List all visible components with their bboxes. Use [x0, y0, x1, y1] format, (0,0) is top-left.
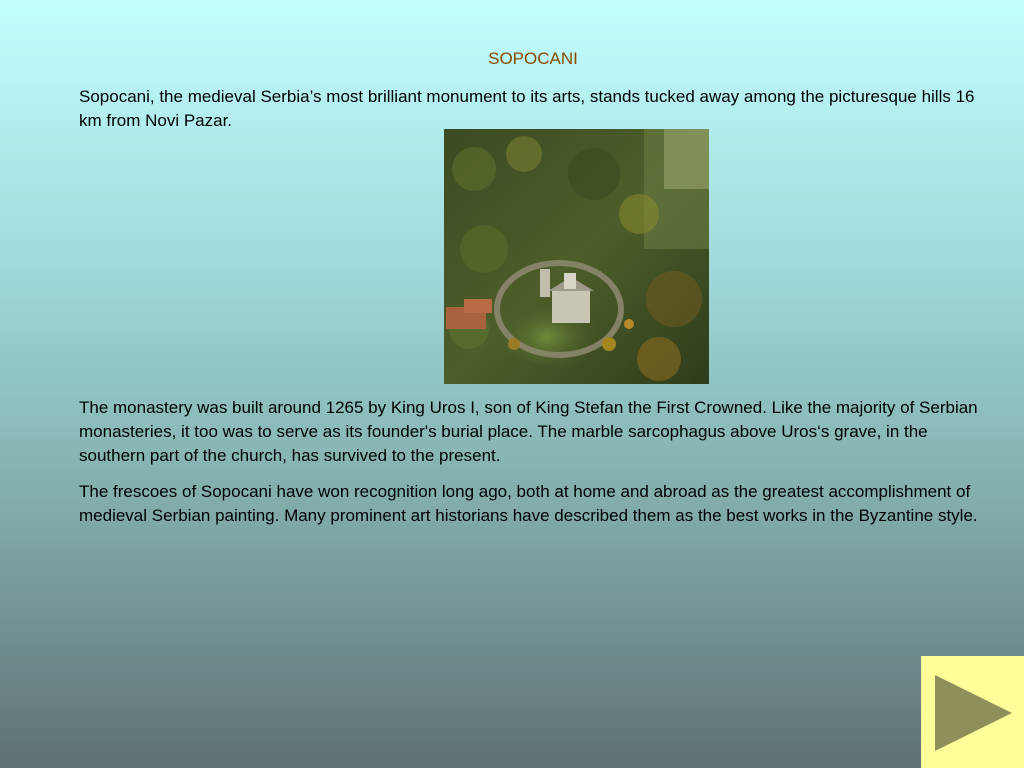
paragraph-intro: Sopocani, the medieval Serbia’s most brilliant monument to its arts, stands tucked away among the picturesque hills 16 km from Novi Pazar. — [79, 87, 975, 130]
aerial-photo-image — [444, 129, 709, 384]
play-arrow-icon — [921, 656, 1024, 768]
paragraph-history: The monastery was built around 1265 by King Uros I, son of King Stefan the First Crowned. Like the majority of Serbian monasteries, it too was to serve as its founder's burial place. The marble sarcophagus above Uros‘s grave, in the southern part of the church, has survived to the present. — [79, 398, 978, 465]
next-slide-button[interactable] — [921, 656, 1024, 768]
paragraph-frescoes: The frescoes of Sopocani have won recognition long ago, both at home and abroad as the greatest accomplishment of medieval Serbian painting. Many prominent art historians have described them as the best works in the Byzantine style. — [79, 482, 978, 525]
slide-title: SOPOCANI — [488, 49, 578, 68]
monastery-aerial-photo — [444, 129, 709, 384]
